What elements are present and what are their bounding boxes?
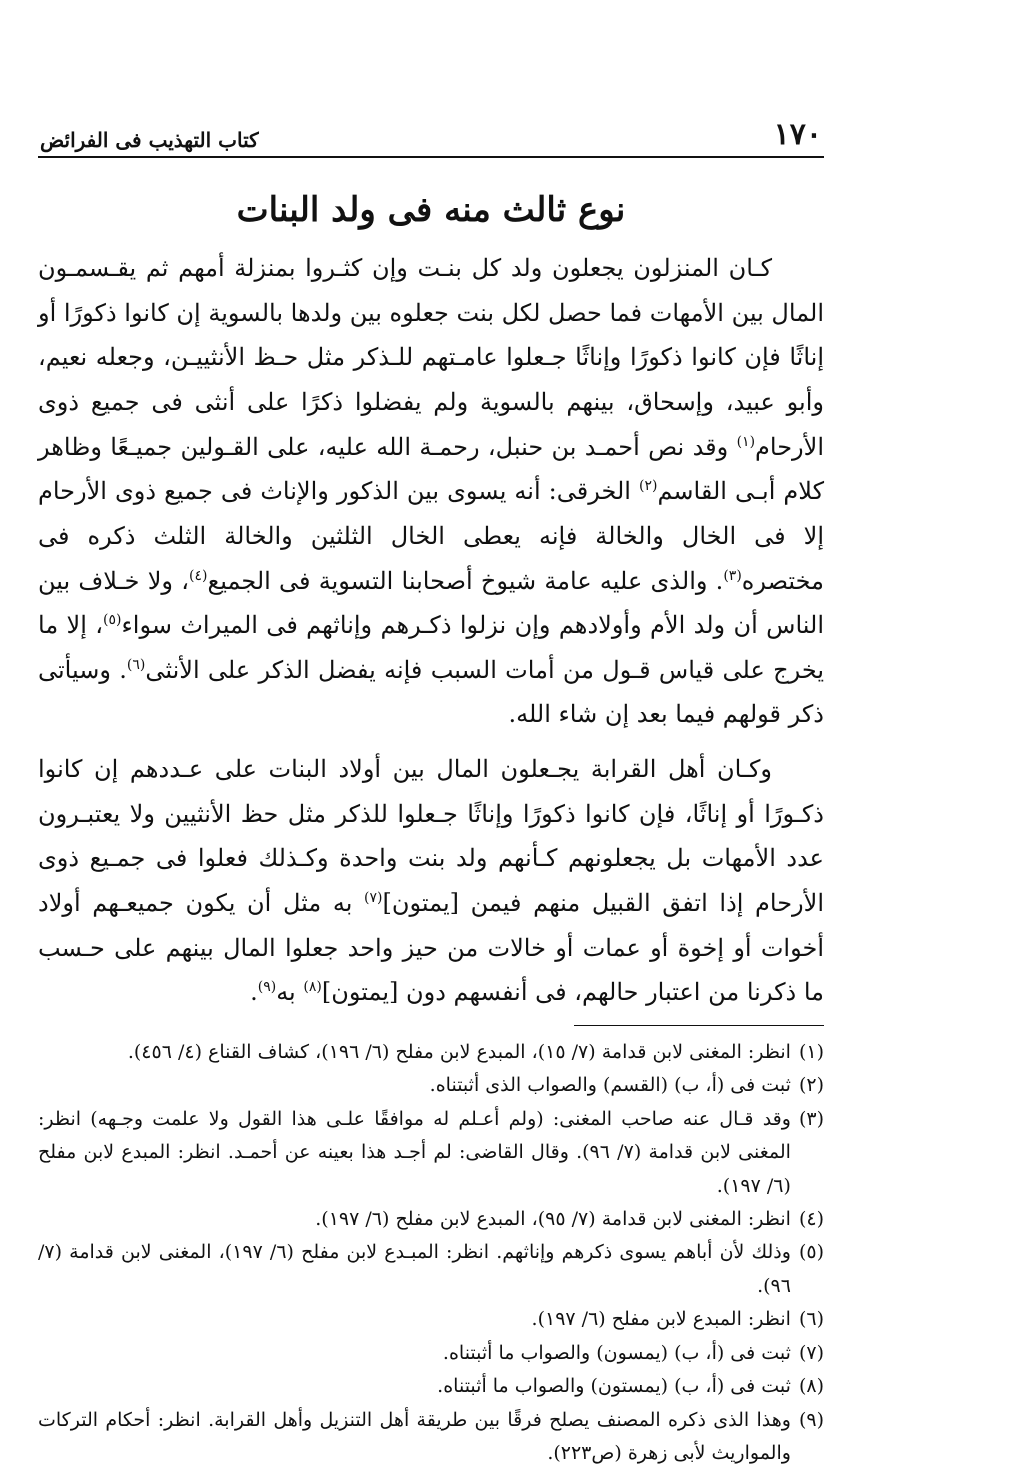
footnote-ref: (٨)	[303, 979, 322, 996]
footnote-text: انظر: المبدع لابن مفلح (٦/ ١٩٧).	[531, 1308, 791, 1331]
footnote-text: ثبت فى (أ، ب) (القسم) والصواب الذى أثبتناه.	[429, 1074, 791, 1097]
footnote-ref: (٦)	[126, 656, 146, 673]
footnote-ref: (٢)	[638, 478, 658, 495]
footnotes	[38, 1036, 824, 1471]
text-run: به مثل أن يكون جميعـهم أولاد أخوات أو إخوة أو عمات أو خالات من حيز واحد جعلوا المال بينهم على حـسب ما ذكرنا من اعتبار حالهم، فى أنفسهم دون [يمتون]	[38, 888, 824, 1007]
text-run: ، إلا ما يخرج على قياس قـول من أمات السبب فإنه يفضل الذكر على الأنثى	[38, 611, 824, 684]
book-title: كتاب التهذيب فى الفرائض	[40, 128, 259, 152]
footnote-separator	[574, 1025, 824, 1026]
footnote-mark: (٩)	[798, 1408, 824, 1431]
text-run: به	[276, 978, 304, 1007]
main-text	[38, 246, 824, 1015]
footnote-text: ثبت فى (أ، ب) (يمسون) والصواب ما أثبتناه.	[442, 1341, 791, 1364]
footnote-item	[38, 1236, 824, 1303]
footnote-mark: (١)	[798, 1040, 824, 1063]
text-run: كـان المنزلون يجعلون ولد كل بنـت وإن كثـروا بمنزلة أمهم ثم يقـسمـون المال بين الأمهات فما حصل لكل بنت جعلوه بين ولدها بالسوية إن كانوا ذكورًا أو إناثًا فإن كانوا ذكورًا وإناثًا جـعلوا عامـتهم للـذكر مثل حـظ الأنثييـن، وجعله نعيم، وأبو عبيد، وإسحاق، بينهم بالسوية ولم يفضلوا ذكرًا على أنثى فى جميع ذوى الأرحام	[38, 254, 825, 461]
text-run: ، ولا خـلاف بين الناس أن ولد الأم وأولادهم وإن نزلوا ذكـرهم وإناثهم فى الميراث سواء	[38, 566, 825, 640]
footnote-mark: (٦)	[798, 1308, 824, 1331]
footnote-ref: (٧)	[364, 889, 383, 906]
footnote-item	[38, 1370, 824, 1403]
section-title: نوع ثالث منه فى ولد البنات	[236, 190, 626, 230]
footnote-mark: (٧)	[798, 1341, 824, 1364]
text-run: . وسيأتى ذكر قولهم فيما بعد إن شاء الله.	[38, 655, 824, 729]
footnote-mark: (٨)	[798, 1375, 824, 1398]
footnote-text: وذلك لأن أباهم يسوى ذكرهم وإناثهم. انظر: المبـدع لابن مفلح (٦/ ١٩٧)، المغنى لابن قدامة (٧/ ٩٦).	[38, 1241, 791, 1297]
footnote-mark: (٢)	[798, 1074, 824, 1097]
footnote-text: وقد قـال عنه صاحب المغنى: (ولم أعـلم له موافقًا علـى هذا القول ولا علمت وجـهه) انظر: المغنى لابن قدامة (٧/ ٩٦). وقال القاضى: لم أجـد هذا بعينه عن أحمـد. انظر: المبدع لابن مفلح (٦/ ١٩٧).	[38, 1107, 791, 1197]
text-run: الخرقى: أنه يسوى بين الذكور والإناث فى جميع ذوى الأرحام إلا فى الخال والخالة فإنه يعطى الخال الثلثين والخالة الثلث ذكره فى مختصره	[38, 477, 824, 595]
footnote-text: وهذا الذى ذكره المصنف يصلح فرقًا بين طريقة أهل التنزيل وأهل القرابة. انظر: أحكام التركات والمواريث لأبى زهرة (ص٢٢٣).	[38, 1408, 791, 1465]
footnote-text: انظر: المغنى لابن قدامة (٧/ ٩٥)، المبدع لابن مفلح (٦/ ١٩٧).	[315, 1208, 791, 1230]
footnote-ref: (٣)	[723, 567, 742, 584]
footnote-item	[38, 1103, 824, 1203]
footnote-item	[38, 1404, 824, 1471]
footnote-ref: (٥)	[103, 612, 122, 629]
running-header	[38, 108, 824, 158]
text-run: وقد نص أحمـد بن حنبل، رحمـة الله عليه، على القـولين جميـعًا وظاهر كلام أبـى القاسم	[38, 432, 824, 506]
footnote-item	[38, 1036, 824, 1069]
footnote-ref: (٤)	[188, 567, 208, 584]
footnote-mark: (٤)	[798, 1208, 824, 1230]
footnote-item	[38, 1069, 824, 1102]
body-paragraph	[38, 246, 824, 737]
footnote-text: ثبت فى (أ، ب) (يمستون) والصواب ما أثبتناه.	[437, 1375, 791, 1398]
footnote-mark: (٥)	[798, 1241, 824, 1264]
footnote-item	[38, 1337, 824, 1370]
text-run: .	[250, 978, 258, 1007]
book-page	[38, 108, 824, 1471]
footnote-item	[38, 1303, 824, 1336]
footnote-text: انظر: المغنى لابن قدامة (٧/ ١٥)، المبدع لابن مفلح (٦/ ١٩٦)، كشاف القناع (٤/ ٤٥٦).	[127, 1040, 791, 1063]
footnote-item	[38, 1203, 824, 1236]
page-number: ١٧٠	[773, 117, 822, 152]
footnote-ref: (١)	[736, 433, 756, 450]
footnote-ref: (٩)	[257, 979, 277, 996]
text-run: وكـان أهل القرابة يجـعلون المال بين أولاد البنات على عـددهم إن كانوا ذكـورًا أو إناثًا، فإن كانوا ذكورًا وإناثًا جـعلوا للذكر مثل حظ الأنثيين ولا يعتبـرون عدد الأمهات بل يجعلونهم كـأنهم ولد بنت واحدة وكـذلك فعلوا فى جمـيع ذوى الأرحام إذا اتفق القبيل منهم فيمن [يمتون]	[38, 755, 824, 917]
footnote-mark: (٣)	[798, 1107, 824, 1130]
body-paragraph	[38, 747, 824, 1015]
text-run: . والذى عليه عامة شيوخ أصحابنا التسوية فى الجميع	[207, 566, 724, 595]
